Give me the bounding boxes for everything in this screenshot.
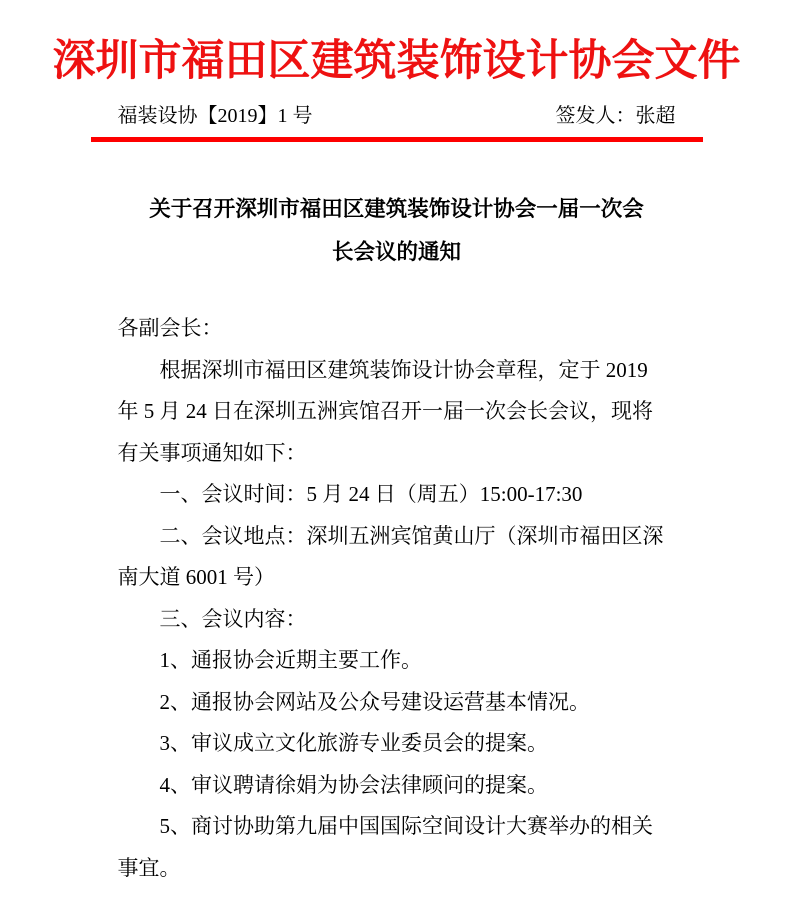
- notice-title-line: 关于召开深圳市福田区建筑装饰设计协会一届一次会: [149, 197, 644, 221]
- body-line: 3、审议成立文化旅游专业委员会的提案。: [159, 731, 548, 755]
- body-line: 有关事项通知如下：: [117, 440, 307, 465]
- body-line: 4、审议聘请徐娟为协会法律顾问的提案。: [159, 772, 548, 797]
- body-line: 5、商讨协助第九届中国国际空间设计大赛举办的相关: [159, 814, 653, 838]
- doc-number: 福装设协【2019】1 号: [117, 105, 313, 127]
- body-line: 南大道 6001 号）: [117, 565, 275, 589]
- body-line: 一、会议时间：5 月 24 日（周五）15:00-17:30: [159, 482, 583, 506]
- body-line: 2、通报协会网站及公众号建设运营基本情况。: [159, 689, 590, 714]
- org-header-title: 深圳市福田区建筑装饰设计协会文件: [52, 37, 741, 85]
- body-line: 事宜。: [117, 855, 181, 880]
- body-line: 二、会议地点：深圳五洲宾馆黄山厅（深圳市福田区深: [159, 523, 664, 548]
- notice-title-line: 长会议的通知: [331, 240, 461, 264]
- body-line: 1、通报协会近期主要工作。: [159, 648, 422, 672]
- body-line: 根据深圳市福田区建筑装饰设计协会章程，定于 2019: [159, 357, 648, 382]
- signer-label: 签发人：张超: [555, 105, 676, 127]
- body-line: 年 5 月 24 日在深圳五洲宾馆召开一届一次会长会议，现将: [117, 399, 653, 423]
- notice-title: [0, 188, 793, 274]
- notice-body: [118, 308, 676, 889]
- red-divider-rule: [91, 137, 703, 142]
- doc-meta-row: [118, 104, 676, 128]
- body-line: 三、会议内容：: [159, 606, 307, 631]
- body-line: 各副会长：: [117, 316, 223, 340]
